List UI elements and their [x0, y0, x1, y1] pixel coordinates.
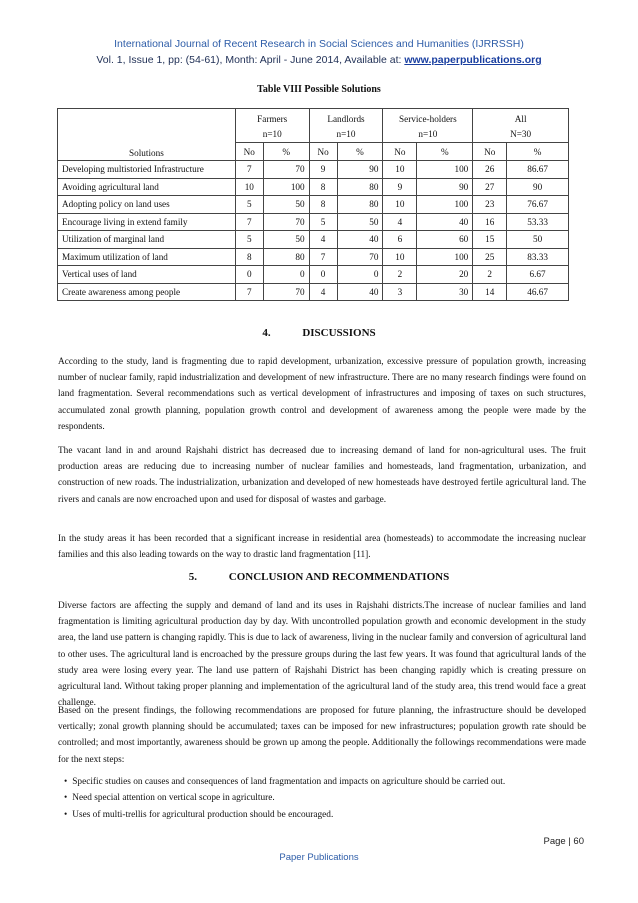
- cell-count: 7: [235, 283, 263, 301]
- cell-percent: 40: [417, 213, 473, 231]
- cell-percent: 70: [263, 161, 309, 179]
- cell-count: 10: [383, 196, 417, 214]
- cell-count: 5: [309, 213, 337, 231]
- table-row: [58, 196, 569, 214]
- row-label: Vertical uses of land: [58, 266, 236, 284]
- table-row: [58, 178, 569, 196]
- cell-count: 8: [309, 196, 337, 214]
- cell-count: 5: [235, 231, 263, 249]
- cell-percent: 0: [337, 266, 383, 284]
- cell-count: 27: [473, 178, 507, 196]
- cell-count: 8: [309, 178, 337, 196]
- table-row: [58, 266, 569, 284]
- cell-count: 25: [473, 248, 507, 266]
- cell-count: 10: [383, 248, 417, 266]
- footer-publisher: Paper Publications: [279, 852, 359, 863]
- cell-percent: 90: [417, 178, 473, 196]
- cell-percent: 50: [263, 231, 309, 249]
- subheader-pct: %: [417, 143, 473, 161]
- row-label: Create awareness among people: [58, 283, 236, 301]
- cell-count: 0: [309, 266, 337, 284]
- page-number: Page | 60: [543, 836, 584, 847]
- subheader-pct: %: [507, 143, 569, 161]
- cell-percent: 40: [337, 231, 383, 249]
- cell-count: 6: [383, 231, 417, 249]
- row-label: Encourage living in extend family: [58, 213, 236, 231]
- cell-count: 8: [235, 248, 263, 266]
- cell-count: 0: [235, 266, 263, 284]
- row-label: Adopting policy on land uses: [58, 196, 236, 214]
- cell-percent: 20: [417, 266, 473, 284]
- cell-count: 7: [309, 248, 337, 266]
- subheader-pct: %: [337, 143, 383, 161]
- journal-title: International Journal of Recent Research in Social Sciences and Humanities (IJRRSSH): [114, 38, 524, 50]
- cell-percent: 100: [417, 161, 473, 179]
- conclusion-paragraph-2: Based on the present findings, the following recommendations are proposed for future planning, the infrastructure should be developed vertically; zonal growth planning should be accumulated; taxes can be imposed for new infrastructures; population growth rate should be controlled; and most importantly, awareness should be grown up among the people. Additionally the followings recommendations were made for the next steps:: [58, 706, 586, 765]
- row-label: Avoiding agricultural land: [58, 178, 236, 196]
- table-row: [58, 213, 569, 231]
- discussion-paragraph-3: In the study areas it has been recorded that a significant increase in residential area (homesteads) to accommodate the increasing nuclear families and this also leading towards on the way to drastic land fragmentation [11].: [58, 534, 586, 561]
- row-label: Utilization of marginal land: [58, 231, 236, 249]
- cell-percent: 50: [507, 231, 569, 249]
- table-row: [58, 161, 569, 179]
- cell-percent: 46.67: [507, 283, 569, 301]
- solutions-header: Solutions: [58, 109, 236, 161]
- cell-percent: 90: [337, 161, 383, 179]
- table-row: [58, 248, 569, 266]
- subheader-no: No: [309, 143, 337, 161]
- section-heading-discussions: 4. DISCUSSIONS: [262, 327, 376, 339]
- cell-percent: 100: [263, 178, 309, 196]
- cell-percent: 80: [337, 178, 383, 196]
- cell-count: 16: [473, 213, 507, 231]
- cell-percent: 90: [507, 178, 569, 196]
- subheader-no: No: [473, 143, 507, 161]
- discussion-paragraph-1: According to the study, land is fragmenting due to rapid development, urbanization, excessive pressure of population growth, increasing number of nuclear family, rapid industrialization and development of new infrastructure. There are no many research findings were found on land fragmentation. Several recommendations such as vertical development of infrastructures and imposing of taxes on such structures, accumulated zonal growth planning, population growth control and development of awareness among the people were made by the respondents.: [58, 357, 586, 432]
- cell-percent: 70: [263, 283, 309, 301]
- group-header-service-holders: Service-holders n=10: [383, 109, 473, 143]
- subheader-no: No: [235, 143, 263, 161]
- cell-percent: 70: [263, 213, 309, 231]
- volume-text: Vol. 1, Issue 1, pp: (54-61), Month: April - June 2014, Available at:: [96, 54, 405, 66]
- cell-count: 5: [235, 196, 263, 214]
- section-heading-conclusion: 5. CONCLUSION AND RECOMMENDATIONS: [188, 571, 450, 583]
- cell-percent: 100: [417, 196, 473, 214]
- cell-percent: 70: [337, 248, 383, 266]
- row-label: Developing multistoried Infrastructure: [58, 161, 236, 179]
- cell-percent: 0: [263, 266, 309, 284]
- cell-count: 7: [235, 161, 263, 179]
- cell-percent: 83.33: [507, 248, 569, 266]
- row-label: Maximum utilization of land: [58, 248, 236, 266]
- cell-count: 15: [473, 231, 507, 249]
- cell-count: 26: [473, 161, 507, 179]
- cell-count: 10: [383, 161, 417, 179]
- table-header-row: [58, 109, 569, 143]
- cell-percent: 53.33: [507, 213, 569, 231]
- cell-count: 14: [473, 283, 507, 301]
- cell-percent: 80: [337, 196, 383, 214]
- cell-count: 4: [309, 231, 337, 249]
- journal-url-link[interactable]: www.paperpublications.org: [404, 54, 542, 66]
- cell-count: 3: [383, 283, 417, 301]
- cell-count: 9: [383, 178, 417, 196]
- list-item: • Specific studies on causes and consequences of land fragmentation and impacts on agriculture should be carried out.: [64, 774, 584, 790]
- subheader-pct: %: [263, 143, 309, 161]
- table-body: [58, 161, 569, 301]
- cell-count: 23: [473, 196, 507, 214]
- group-header-farmers: Farmers n=10: [235, 109, 309, 143]
- cell-percent: 40: [337, 283, 383, 301]
- recommendations-list: [64, 774, 584, 823]
- cell-percent: 30: [417, 283, 473, 301]
- cell-count: 7: [235, 213, 263, 231]
- conclusion-paragraph-1: Diverse factors are affecting the supply and demand of land and its uses in Rajshahi districts.The increase of nuclear families and land fragmentation is limiting agricultural production day by day. With uncontrolled population growth and economic development in the study area, the land use pattern is changing rapidly. This is due to lack of awareness, living in the nuclear family and conversion of agricultural land to other uses. The agricultural land is encroached by the pressure groups during the last few years. It was found that agricultural lands of the study area were losing every year. The land use pattern of Rajshahi District has been changing rapidly which is creating pressure on agricultural land. Without taking proper planning and implementation of the agricultural land of the study area, this trend would face a great challenge.: [58, 601, 586, 709]
- cell-count: 4: [309, 283, 337, 301]
- discussion-paragraph-2: The vacant land in and around Rajshahi district has decreased due to increasing demand of land for non-agricultural uses. The fruit production areas are reducing due to increasing number of nuclear families and homesteads, land fragmentation, urbanization, and construction of new roads. The industrialization, urbanization and developed of new homesteads have destroyed fertile agricultural land. The rivers and canals are now encroached upon and used for disposal of wastes and garbage.: [58, 446, 586, 505]
- cell-count: 9: [309, 161, 337, 179]
- cell-count: 2: [473, 266, 507, 284]
- cell-percent: 80: [263, 248, 309, 266]
- cell-percent: 50: [263, 196, 309, 214]
- volume-line: [30, 52, 608, 68]
- cell-count: 10: [235, 178, 263, 196]
- cell-count: 2: [383, 266, 417, 284]
- cell-percent: 86.67: [507, 161, 569, 179]
- list-item: • Uses of multi-trellis for agricultural production should be encouraged.: [64, 807, 584, 823]
- journal-header: [30, 36, 608, 68]
- table-title: Table VIII Possible Solutions: [257, 84, 381, 95]
- group-header-landlords: Landlords n=10: [309, 109, 383, 143]
- group-header-all: All N=30: [473, 109, 569, 143]
- table-row: [58, 231, 569, 249]
- cell-percent: 100: [417, 248, 473, 266]
- cell-percent: 60: [417, 231, 473, 249]
- cell-percent: 76.67: [507, 196, 569, 214]
- solutions-table: [57, 108, 569, 301]
- cell-percent: 6.67: [507, 266, 569, 284]
- cell-count: 4: [383, 213, 417, 231]
- cell-percent: 50: [337, 213, 383, 231]
- table-row: [58, 283, 569, 301]
- list-item: • Need special attention on vertical scope in agriculture.: [64, 790, 584, 806]
- subheader-no: No: [383, 143, 417, 161]
